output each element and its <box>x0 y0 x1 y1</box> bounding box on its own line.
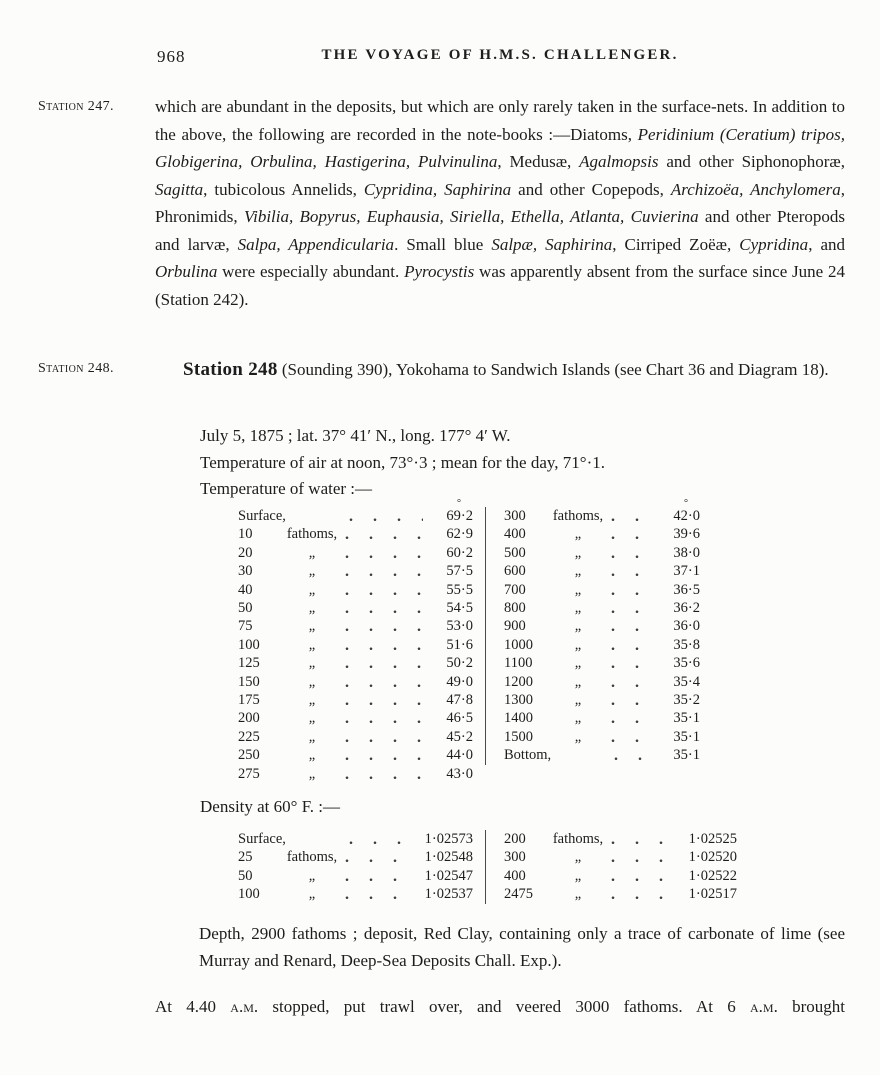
table-row <box>238 691 473 709</box>
row-label: Surface, <box>238 831 286 847</box>
table-row <box>504 498 700 525</box>
row-label: 600 <box>504 563 526 580</box>
row-label: 500 <box>504 544 526 561</box>
table-row <box>504 599 700 617</box>
row-unit: „ <box>308 728 316 745</box>
row-label: 40 <box>238 581 253 598</box>
row-value: 1·02573 <box>424 831 473 847</box>
table-row <box>504 728 700 746</box>
density-table-left-column <box>238 830 473 904</box>
row-label: 225 <box>238 728 260 745</box>
leader-dots <box>344 709 423 727</box>
value-text: 35·1 <box>673 728 700 745</box>
table-row <box>504 746 700 764</box>
value-text: 51·6 <box>446 636 473 653</box>
row-label: 75 <box>238 618 253 635</box>
degree-mark: ° <box>684 498 688 509</box>
row-label: 100 <box>238 886 260 903</box>
row-value <box>427 525 473 543</box>
row-value <box>427 691 473 709</box>
row-unit: „ <box>574 581 582 598</box>
row-value <box>427 765 473 783</box>
row-value <box>654 581 700 599</box>
table-row <box>238 498 473 525</box>
table-row <box>504 654 700 672</box>
row-value: 1·02520 <box>688 849 737 866</box>
row-value <box>654 599 700 617</box>
leader-dots <box>610 654 650 672</box>
row-label: 700 <box>504 581 526 598</box>
row-unit: „ <box>308 673 316 690</box>
row-unit: „ <box>574 600 582 617</box>
row-value <box>427 544 473 562</box>
leader-dots <box>610 507 650 525</box>
row-label: 30 <box>238 563 253 580</box>
row-value <box>654 709 700 727</box>
row-value <box>654 728 700 746</box>
row-label: 50 <box>238 600 253 617</box>
meta-line: Temperature of water :— <box>200 479 373 498</box>
row-unit: „ <box>308 747 316 764</box>
leader-dots <box>344 617 423 635</box>
leader-dots <box>344 867 405 885</box>
table-row <box>504 867 737 885</box>
row-unit: „ <box>574 563 582 580</box>
row-unit: „ <box>308 600 316 617</box>
leader-dots <box>610 673 650 691</box>
row-value <box>654 636 700 654</box>
row-label: 1300 <box>504 692 533 709</box>
value-text: 47·8 <box>446 692 473 709</box>
row-label: 100 <box>238 636 260 653</box>
table-row <box>504 673 700 691</box>
density-heading: Density at 60° F. :— <box>200 797 341 816</box>
row-label: 200 <box>238 710 260 727</box>
table-row <box>238 709 473 727</box>
row-value <box>427 654 473 672</box>
value-text: 35·4 <box>673 673 700 690</box>
row-label: 20 <box>238 544 253 561</box>
value-text: 35·1 <box>673 747 700 764</box>
row-unit: „ <box>308 710 316 727</box>
table-row <box>504 544 700 562</box>
row-label: 1400 <box>504 710 533 727</box>
leader-dots <box>610 830 669 848</box>
value-text: 35·1 <box>673 710 700 727</box>
table-row <box>238 562 473 580</box>
row-unit: „ <box>574 728 582 745</box>
row-unit <box>286 830 346 848</box>
row-value <box>654 746 700 764</box>
row-value: 1·02522 <box>688 867 737 884</box>
leader-dots <box>610 691 650 709</box>
row-label: 200 <box>504 831 526 847</box>
row-value <box>654 525 700 543</box>
row-label: 1200 <box>504 673 533 690</box>
temperature-table-left-column <box>238 498 473 783</box>
table-row <box>238 544 473 562</box>
leader-dots <box>610 544 650 562</box>
leader-dots <box>610 562 650 580</box>
table-row <box>504 830 737 848</box>
leader-dots <box>344 746 423 764</box>
value-text: 36·2 <box>673 600 700 617</box>
table-row <box>238 746 473 764</box>
leader-dots <box>610 885 669 903</box>
row-value <box>427 498 473 525</box>
table-row <box>238 636 473 654</box>
table-row <box>238 867 473 885</box>
leader-dots <box>344 636 423 654</box>
row-unit: „ <box>574 867 582 884</box>
leader-dots <box>344 848 405 866</box>
leader-dots <box>610 867 669 885</box>
row-label: 400 <box>504 867 526 884</box>
row-unit: fathoms, <box>286 849 338 866</box>
row-unit: fathoms, <box>552 508 604 524</box>
leader-dots <box>610 848 669 866</box>
row-label: 300 <box>504 849 526 866</box>
leader-dots <box>344 654 423 672</box>
row-label: 125 <box>238 655 260 672</box>
table-row <box>238 830 473 848</box>
row-label: Surface, <box>238 508 286 524</box>
table-row <box>504 885 737 903</box>
row-unit: „ <box>574 710 582 727</box>
value-text: 54·5 <box>446 600 473 617</box>
table-row <box>504 636 700 654</box>
leader-dots <box>613 746 650 764</box>
leader-dots <box>610 709 650 727</box>
value-text: 38·0 <box>673 544 700 561</box>
leader-dots <box>344 599 423 617</box>
depth-paragraph: Depth, 2900 fathoms ; deposit, Red Clay, containing only a trace of carbonate of lime (see Murray and Renard, Deep-Sea Deposits Chall. Exp.). <box>199 924 845 970</box>
meta-line: Temperature of air at noon, 73°·3 ; mean for the day, 71°·1. <box>200 452 605 472</box>
density-table <box>238 830 737 904</box>
table-row <box>504 617 700 635</box>
row-value: 1·02537 <box>424 886 473 903</box>
station-247-paragraph: which are abundant in the deposits, but which are only rarely taken in the surface-nets. In addition to the above, the following are recorded in the note-books :—Diatoms, Peridinium (Ceratium) tripos, Globigerina, Orbulina, Hastigerina, Pulvinulina, Medusæ, Agalmopsis and other Siphonophoræ, Sagitta, tubicolous Annelids, Cypridina, Saphirina and other Copepods, Archizoëa, Anchylomera, Phronimids, Vibilia, Bopyrus, Euphausia, Siriella, Ethella, Atlanta, Cuvierina and other Pteropods and larvæ, Salpa, Appendicularia. Small blue Salpæ, Saphirina, Cirriped Zoëæ, Cypridina, and Orbulina were especially abundant. Pyrocystis was apparently absent from the surface since June 24 (Station 242). <box>155 97 846 309</box>
table-row <box>504 581 700 599</box>
row-unit: „ <box>308 563 316 580</box>
leader-dots <box>610 581 650 599</box>
row-label: 400 <box>504 526 526 543</box>
row-value <box>427 562 473 580</box>
table-row <box>504 562 700 580</box>
leader-dots <box>610 728 650 746</box>
value-text: 60·2 <box>446 544 473 561</box>
row-label: 150 <box>238 673 260 690</box>
row-value <box>654 562 700 580</box>
leader-dots <box>610 636 650 654</box>
row-value <box>654 617 700 635</box>
row-unit: fathoms, <box>286 526 338 543</box>
row-value <box>654 691 700 709</box>
leader-dots <box>348 830 405 848</box>
row-label: 175 <box>238 692 260 709</box>
table-row <box>238 765 473 783</box>
table-row <box>504 691 700 709</box>
value-text: 39·6 <box>673 526 700 543</box>
row-value <box>654 673 700 691</box>
value-text: 50·2 <box>446 655 473 672</box>
table-row <box>238 673 473 691</box>
row-unit <box>551 746 611 764</box>
row-value <box>427 617 473 635</box>
value-text: 37·1 <box>673 563 700 580</box>
value-text: 55·5 <box>446 581 473 598</box>
row-label: 50 <box>238 867 253 884</box>
temperature-table <box>238 498 700 783</box>
value-text: 69·2 <box>446 508 473 524</box>
leader-dots <box>610 617 650 635</box>
value-text: 35·2 <box>673 692 700 709</box>
station-248-meta <box>200 423 605 503</box>
value-text: 36·0 <box>673 618 700 635</box>
row-unit: „ <box>308 765 316 782</box>
row-unit: „ <box>308 655 316 672</box>
row-unit: „ <box>574 849 582 866</box>
table-row <box>238 885 473 903</box>
row-value <box>427 581 473 599</box>
leader-dots <box>610 525 650 543</box>
row-unit: „ <box>574 655 582 672</box>
row-unit: „ <box>574 544 582 561</box>
row-label: 1000 <box>504 636 533 653</box>
row-value: 1·02548 <box>424 849 473 866</box>
running-title: THE VOYAGE OF H.M.S. CHALLENGER. <box>321 47 679 63</box>
margin-note-station-248: Station 248. <box>38 361 114 376</box>
row-label: 10 <box>238 526 253 543</box>
row-unit: „ <box>574 886 582 903</box>
leader-dots <box>344 885 405 903</box>
page-number: 968 <box>157 47 186 66</box>
table-row <box>504 848 737 866</box>
row-unit <box>286 507 346 525</box>
value-text: 53·0 <box>446 618 473 635</box>
value-text: 44·0 <box>446 747 473 764</box>
degree-mark: ° <box>457 498 461 509</box>
leader-dots <box>344 544 423 562</box>
table-row <box>238 525 473 543</box>
value-text: 35·8 <box>673 636 700 653</box>
row-value <box>427 746 473 764</box>
row-value <box>427 709 473 727</box>
leader-dots <box>348 507 423 525</box>
table-row <box>504 525 700 543</box>
row-label: 300 <box>504 508 526 524</box>
value-text: 35·6 <box>673 655 700 672</box>
row-label: 900 <box>504 618 526 635</box>
row-unit: „ <box>308 636 316 653</box>
row-unit: „ <box>308 886 316 903</box>
row-unit: „ <box>574 526 582 543</box>
row-unit: „ <box>308 544 316 561</box>
row-value <box>654 544 700 562</box>
row-value <box>427 636 473 654</box>
row-value <box>427 599 473 617</box>
row-unit: „ <box>308 867 316 884</box>
value-text: 62·9 <box>446 526 473 543</box>
running-head <box>155 46 845 64</box>
row-value <box>427 673 473 691</box>
row-unit: „ <box>308 618 316 635</box>
row-value <box>427 728 473 746</box>
row-unit: „ <box>574 618 582 635</box>
table-row <box>238 654 473 672</box>
row-unit: „ <box>308 692 316 709</box>
row-value <box>654 654 700 672</box>
row-label: 1100 <box>504 655 533 672</box>
density-table-right-column <box>485 830 737 904</box>
row-value: 1·02517 <box>688 886 737 903</box>
table-row <box>238 581 473 599</box>
closing-paragraph: At 4.40 a.m. stopped, put trawl over, and veered 3000 fathoms. At 6 a.m. brought <box>155 997 845 1016</box>
leader-dots <box>610 599 650 617</box>
value-text: 57·5 <box>446 563 473 580</box>
row-value: 1·02547 <box>424 867 473 884</box>
value-text: 43·0 <box>446 765 473 782</box>
row-unit: fathoms, <box>552 831 604 847</box>
value-text: 42·0 <box>673 508 700 524</box>
table-row <box>238 599 473 617</box>
row-value: 1·02525 <box>688 831 737 847</box>
meta-line: July 5, 1875 ; lat. 37° 41′ N., long. 177° 4′ W. <box>200 426 511 445</box>
value-text: 46·5 <box>446 710 473 727</box>
station-248-heading: Station 248 (Sounding 390), Yokohama to Sandwich Islands (see Chart 36 and Diagram 18). <box>183 359 829 380</box>
leader-dots <box>344 765 423 783</box>
row-unit: „ <box>308 581 316 598</box>
leader-dots <box>344 562 423 580</box>
row-label: 2475 <box>504 886 533 903</box>
row-label: 1500 <box>504 728 533 745</box>
margin-note-station-247: Station 247. <box>38 99 114 114</box>
row-unit: „ <box>574 673 582 690</box>
row-label: 250 <box>238 747 260 764</box>
leader-dots <box>344 728 423 746</box>
row-label: Bottom, <box>504 747 552 764</box>
leader-dots <box>344 673 423 691</box>
leader-dots <box>344 691 423 709</box>
temperature-table-right-column <box>485 498 700 765</box>
row-label: 25 <box>238 849 253 866</box>
value-text: 36·5 <box>673 581 700 598</box>
row-unit: „ <box>574 636 582 653</box>
table-row <box>238 617 473 635</box>
row-value <box>654 498 700 525</box>
leader-dots <box>344 525 423 543</box>
row-label: 800 <box>504 600 526 617</box>
row-label: 275 <box>238 765 260 782</box>
value-text: 49·0 <box>446 673 473 690</box>
row-unit: „ <box>574 692 582 709</box>
leader-dots <box>344 581 423 599</box>
value-text: 45·2 <box>446 728 473 745</box>
table-row <box>504 709 700 727</box>
table-row <box>238 848 473 866</box>
table-row <box>238 728 473 746</box>
